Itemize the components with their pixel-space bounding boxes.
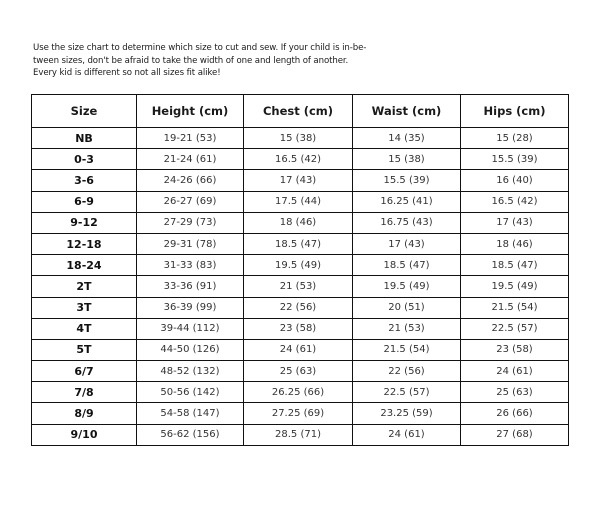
- intro-line: Use the size chart to determine which size to cut and sew. If your child is in-be-: [33, 43, 367, 53]
- table-row: [32, 170, 569, 191]
- hips-cell: 19.5 (49): [461, 276, 569, 297]
- size-cell: 18-24: [32, 255, 137, 276]
- size-cell: 4T: [32, 318, 137, 339]
- table-row: [32, 318, 569, 339]
- waist-cell: 23.25 (59): [353, 403, 461, 424]
- table-header-row: [32, 95, 569, 128]
- hips-cell: 24 (61): [461, 361, 569, 382]
- waist-cell: 22 (56): [353, 361, 461, 382]
- waist-cell: 22.5 (57): [353, 382, 461, 403]
- table-row: [32, 297, 569, 318]
- size-cell: 0-3: [32, 149, 137, 170]
- height-cell: 39-44 (112): [137, 318, 244, 339]
- table-row: [32, 233, 569, 254]
- table-row: [32, 128, 569, 149]
- chest-cell: 24 (61): [244, 339, 353, 360]
- size-cell: 9/10: [32, 424, 137, 445]
- header-waist: Waist (cm): [353, 95, 461, 128]
- chest-cell: 16.5 (42): [244, 149, 353, 170]
- table-row: [32, 403, 569, 424]
- height-cell: 48-52 (132): [137, 361, 244, 382]
- size-cell: 5T: [32, 339, 137, 360]
- waist-cell: 18.5 (47): [353, 255, 461, 276]
- hips-cell: 18.5 (47): [461, 255, 569, 276]
- table-row: [32, 361, 569, 382]
- chest-cell: 18 (46): [244, 212, 353, 233]
- size-cell: 7/8: [32, 382, 137, 403]
- chest-cell: 23 (58): [244, 318, 353, 339]
- waist-cell: 19.5 (49): [353, 276, 461, 297]
- hips-cell: 25 (63): [461, 382, 569, 403]
- hips-cell: 26 (66): [461, 403, 569, 424]
- table-row: [32, 149, 569, 170]
- hips-cell: 17 (43): [461, 212, 569, 233]
- height-cell: 33-36 (91): [137, 276, 244, 297]
- intro-text: [33, 42, 413, 80]
- table-row: [32, 212, 569, 233]
- waist-cell: 17 (43): [353, 233, 461, 254]
- waist-cell: 21 (53): [353, 318, 461, 339]
- height-cell: 50-56 (142): [137, 382, 244, 403]
- header-height: Height (cm): [137, 95, 244, 128]
- waist-cell: 16.75 (43): [353, 212, 461, 233]
- size-chart-table: [31, 94, 569, 446]
- height-cell: 21-24 (61): [137, 149, 244, 170]
- table-body: [32, 128, 569, 446]
- waist-cell: 15 (38): [353, 149, 461, 170]
- size-cell: NB: [32, 128, 137, 149]
- intro-line: tween sizes, don't be afraid to take the width of one and length of another.: [33, 55, 349, 66]
- table-row: [32, 382, 569, 403]
- size-cell: 9-12: [32, 212, 137, 233]
- size-cell: 8/9: [32, 403, 137, 424]
- hips-cell: 22.5 (57): [461, 318, 569, 339]
- chest-cell: 15 (38): [244, 128, 353, 149]
- hips-cell: 18 (46): [461, 233, 569, 254]
- chest-cell: 19.5 (49): [244, 255, 353, 276]
- size-cell: 3T: [32, 297, 137, 318]
- chest-cell: 17.5 (44): [244, 191, 353, 212]
- size-cell: 6/7: [32, 361, 137, 382]
- hips-cell: 16.5 (42): [461, 191, 569, 212]
- height-cell: 19-21 (53): [137, 128, 244, 149]
- size-cell: 12-18: [32, 233, 137, 254]
- height-cell: 29-31 (78): [137, 233, 244, 254]
- chest-cell: 22 (56): [244, 297, 353, 318]
- waist-cell: 16.25 (41): [353, 191, 461, 212]
- table-row: [32, 424, 569, 445]
- waist-cell: 21.5 (54): [353, 339, 461, 360]
- header-size: Size: [32, 95, 137, 128]
- chest-cell: 21 (53): [244, 276, 353, 297]
- waist-cell: 15.5 (39): [353, 170, 461, 191]
- waist-cell: 20 (51): [353, 297, 461, 318]
- hips-cell: 15.5 (39): [461, 149, 569, 170]
- table-row: [32, 276, 569, 297]
- height-cell: 36-39 (99): [137, 297, 244, 318]
- size-cell: 6-9: [32, 191, 137, 212]
- chest-cell: 27.25 (69): [244, 403, 353, 424]
- table-row: [32, 255, 569, 276]
- hips-cell: 15 (28): [461, 128, 569, 149]
- table-row: [32, 339, 569, 360]
- chest-cell: 17 (43): [244, 170, 353, 191]
- height-cell: 31-33 (83): [137, 255, 244, 276]
- height-cell: 26-27 (69): [137, 191, 244, 212]
- waist-cell: 24 (61): [353, 424, 461, 445]
- chest-cell: 26.25 (66): [244, 382, 353, 403]
- size-cell: 3-6: [32, 170, 137, 191]
- height-cell: 44-50 (126): [137, 339, 244, 360]
- size-cell: 2T: [32, 276, 137, 297]
- table-row: [32, 191, 569, 212]
- chest-cell: 18.5 (47): [244, 233, 353, 254]
- hips-cell: 16 (40): [461, 170, 569, 191]
- height-cell: 24-26 (66): [137, 170, 244, 191]
- chest-cell: 28.5 (71): [244, 424, 353, 445]
- intro-line: Every kid is different so not all sizes fit alike!: [33, 68, 221, 79]
- chest-cell: 25 (63): [244, 361, 353, 382]
- waist-cell: 14 (35): [353, 128, 461, 149]
- height-cell: 56-62 (156): [137, 424, 244, 445]
- height-cell: 27-29 (73): [137, 212, 244, 233]
- header-chest: Chest (cm): [244, 95, 353, 128]
- header-hips: Hips (cm): [461, 95, 569, 128]
- hips-cell: 27 (68): [461, 424, 569, 445]
- height-cell: 54-58 (147): [137, 403, 244, 424]
- hips-cell: 23 (58): [461, 339, 569, 360]
- hips-cell: 21.5 (54): [461, 297, 569, 318]
